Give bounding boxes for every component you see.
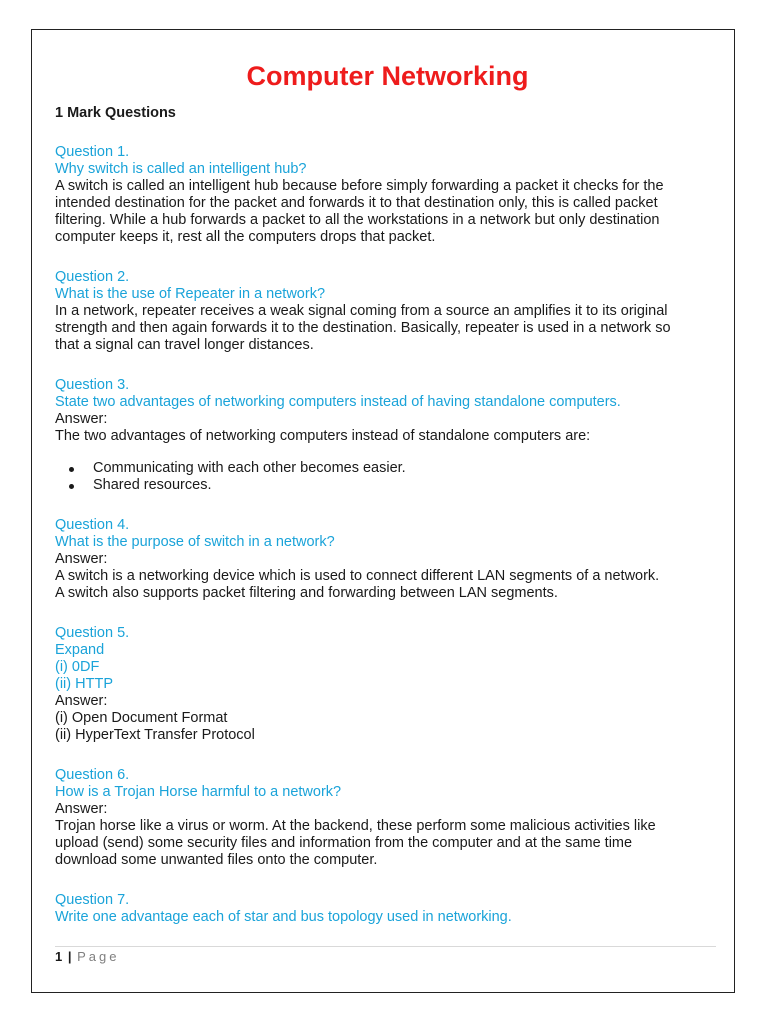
bullet-text: Communicating with each other becomes easier. [93,460,406,476]
page-number: 1 [55,949,63,964]
question-text: Why switch is called an intelligent hub? [55,161,307,177]
bullet-item [55,477,720,494]
question-text: (i) 0DF [55,659,100,675]
answer-text: computer keeps it, rest all the computers drops that packet. [55,229,436,245]
question-text: State two advantages of networking computers instead of having standalone computers. [55,394,621,410]
section-heading: 1 Mark Questions [55,105,176,121]
question-block [55,625,720,744]
answer-text: upload (send) some security files and information from the computer and at the same time [55,835,633,851]
question-block [55,144,720,246]
answer-text: Trojan horse like a virus or worm. At the backend, these perform some malicious activities like [55,818,656,834]
bullet-icon [69,467,74,472]
answer-text: that a signal can travel longer distances. [55,337,314,353]
answer-label: Answer: [55,693,108,709]
question-label: Question 1. [55,144,130,160]
question-list [55,144,720,926]
question-block [55,517,720,602]
question-text: What is the purpose of switch in a network? [55,534,335,550]
question-text: What is the use of Repeater in a network? [55,286,326,302]
page-footer [55,949,120,965]
footer-divider [55,946,716,947]
question-label: Question 4. [55,517,130,533]
question-label: Question 5. [55,625,130,641]
question-block [55,377,720,494]
bullet-item [55,460,720,477]
question-label: Question 2. [55,269,130,285]
answer-text: (i) Open Document Format [55,710,228,726]
bullet-icon [69,484,74,489]
answer-label: Answer: [55,801,108,817]
answer-text: A switch is a networking device which is used to connect different LAN segments of a network. [55,568,660,584]
answer-label: Answer: [55,551,108,567]
question-text: Write one advantage each of star and bus topology used in networking. [55,909,512,925]
question-label: Question 6. [55,767,130,783]
answer-text: intended destination for the packet and forwards it to that destination only, this is called packet [55,195,658,211]
answer-label: Answer: [55,411,108,427]
question-block [55,269,720,354]
answer-text: A switch also supports packet filtering and forwarding between LAN segments. [55,585,558,601]
question-label: Question 3. [55,377,130,393]
answer-text: strength and then again forwards it to the destination. Basically, repeater is used in a network so [55,320,671,336]
question-block [55,892,720,926]
question-text: Expand [55,642,105,658]
question-label: Question 7. [55,892,130,908]
answer-text: filtering. While a hub forwards a packet to all the workstations in a network but only destination [55,212,660,228]
answer-text: A switch is called an intelligent hub because before simply forwarding a packet it checks for the [55,178,664,194]
bullet-list [55,460,720,494]
answer-text: In a network, repeater receives a weak signal coming from a source an amplifies it to its original [55,303,668,319]
question-block [55,767,720,869]
question-text: (ii) HTTP [55,676,113,692]
document-body [55,60,720,926]
page-label: Page [77,949,120,964]
document-title: Computer Networking [246,61,529,91]
answer-text: (ii) HyperText Transfer Protocol [55,727,255,743]
bullet-text: Shared resources. [93,477,212,493]
answer-text: The two advantages of networking computers instead of standalone computers are: [55,428,591,444]
footer-separator: | [67,949,72,964]
question-text: How is a Trojan Horse harmful to a network? [55,784,342,800]
answer-text: download some unwanted files onto the computer. [55,852,378,868]
